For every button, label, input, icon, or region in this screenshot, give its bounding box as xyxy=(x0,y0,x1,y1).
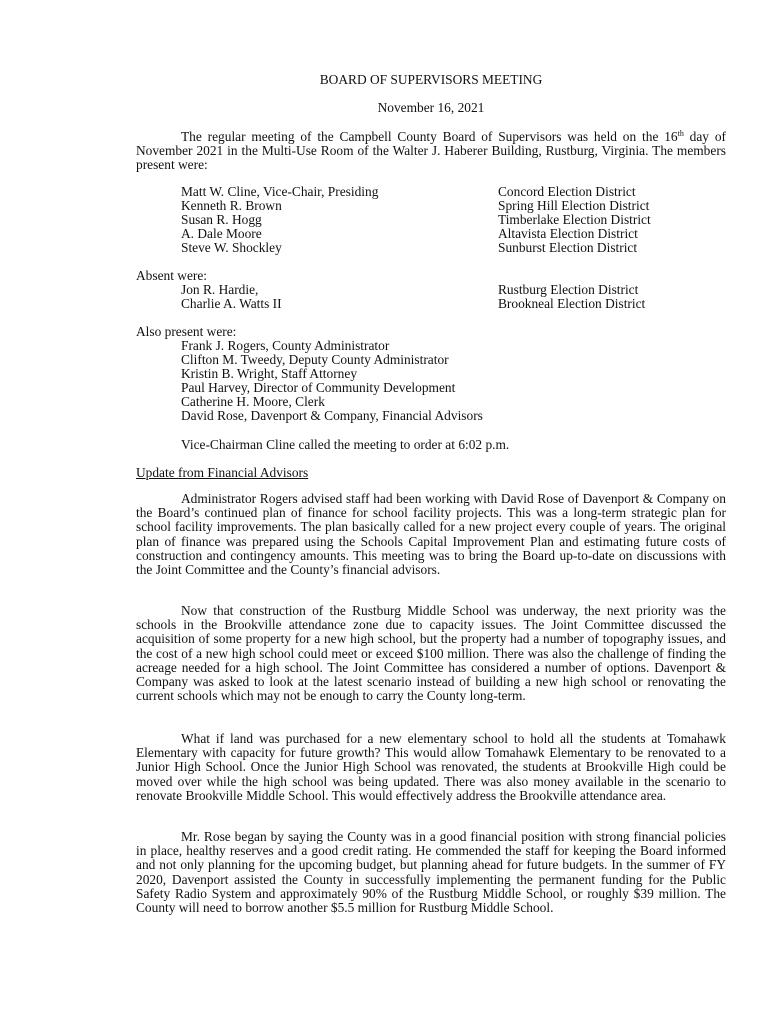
member-row xyxy=(0,185,770,199)
body-paragraph: What if land was purchased for a new elementary school to hold all the students at Tomahawk Elementary with capacity for future growth? This would allow Tomahawk Elementary to be renovated to a Junior High School. Once the Junior High School was renovated, the students at Brookville High could be moved over while the high school was being updated. There was also money available in the scenario to renovate Brookville Middle School. This would effectively address the Brookville attendance area. xyxy=(136,731,726,803)
intro-text: The regular meeting of the Campbell County Board of Supervisors was held on the 16 xyxy=(181,129,678,144)
absent-district: Brookneal Election District xyxy=(498,296,646,311)
member-row xyxy=(0,241,770,255)
member-name: A. Dale Moore xyxy=(181,226,262,241)
body-paragraph: Now that construction of the Rustburg Middle School was underway, the next priority was the schools in the Brookville attendance zone due to capacity issues. The Joint Committee discussed the acquisition of some property for a new high school, but the property had a number of topography issues, and the cost of a new high school could meet or exceed $100 million. There was also the challenge of finding the acreage needed for a high school. The Joint Committee has considered a number of options. Davenport & Company was asked to look at the latest scenario instead of building a new high school or renovating the current schools which may not be enough to carry the County long-term. xyxy=(136,603,726,704)
member-row xyxy=(0,199,770,213)
absent-row xyxy=(0,297,770,311)
staff-line: Paul Harvey, Director of Community Development xyxy=(181,380,456,395)
staff-line: Clifton M. Tweedy, Deputy County Administrator xyxy=(181,352,449,367)
intro-superscript: th xyxy=(677,129,684,138)
member-name: Susan R. Hogg xyxy=(181,212,262,227)
staff-line: Catherine H. Moore, Clerk xyxy=(181,394,325,409)
staff-line: David Rose, Davenport & Company, Financial Advisors xyxy=(181,408,483,423)
intro-paragraph xyxy=(136,130,726,173)
absent-name: Jon R. Hardie, xyxy=(181,282,259,297)
member-district: Concord Election District xyxy=(498,184,636,199)
section-heading: Update from Financial Advisors xyxy=(136,465,309,480)
member-district: Altavista Election District xyxy=(498,226,638,241)
also-present-label: Also present were: xyxy=(136,324,237,339)
absent-district: Rustburg Election District xyxy=(498,282,639,297)
intro-text-continued: day of November 2021 in the Multi-Use Room of the Walter J. Haberer Building, Rustburg, Virginia. The members present were: xyxy=(136,129,726,173)
member-district: Sunburst Election District xyxy=(498,240,638,255)
body-paragraph: Administrator Rogers advised staff had been working with David Rose of Davenport & Company on the Board’s continued plan of finance for school facility projects. This was a long-term strategic plan for school facility improvements. The plan basically called for a new project every couple of years. The original plan of finance was prepared using the Schools Capital Improvement Plan and estimating future costs of construction and contingency amounts. This meeting was to bring the Board up-to-date on discussions with the Joint Committee and the County’s financial advisors. xyxy=(136,491,726,578)
member-row xyxy=(0,227,770,241)
member-name: Steve W. Shockley xyxy=(181,240,282,255)
member-name: Matt W. Cline, Vice-Chair, Presiding xyxy=(181,184,379,199)
member-name: Kenneth R. Brown xyxy=(181,198,282,213)
meeting-date: November 16, 2021 xyxy=(377,100,485,115)
absent-label: Absent were: xyxy=(136,268,208,283)
body-paragraph: Mr. Rose began by saying the County was in a good financial position with strong financial policies in place, healthy reserves and a good credit rating. He commended the staff for keeping the Board informed and not only planning for the upcoming budget, but planning ahead for future budgets. In the summer of FY 2020, Davenport assisted the County in successfully implementing the permanent funding for the Public Safety Radio System and approximately 90% of the Rustburg Middle School, or roughly $39 million. The County will need to borrow another $5.5 million for Rustburg Middle School. xyxy=(136,829,726,916)
member-district: Spring Hill Election District xyxy=(498,198,650,213)
member-row xyxy=(0,213,770,227)
staff-line: Frank J. Rogers, County Administrator xyxy=(181,338,390,353)
call-to-order: Vice-Chairman Cline called the meeting to order at 6:02 p.m. xyxy=(181,437,510,452)
staff-line: Kristin B. Wright, Staff Attorney xyxy=(181,366,358,381)
absent-name: Charlie A. Watts II xyxy=(181,296,282,311)
page-title: BOARD OF SUPERVISORS MEETING xyxy=(319,72,543,87)
absent-row xyxy=(0,283,770,297)
member-district: Timberlake Election District xyxy=(498,212,651,227)
